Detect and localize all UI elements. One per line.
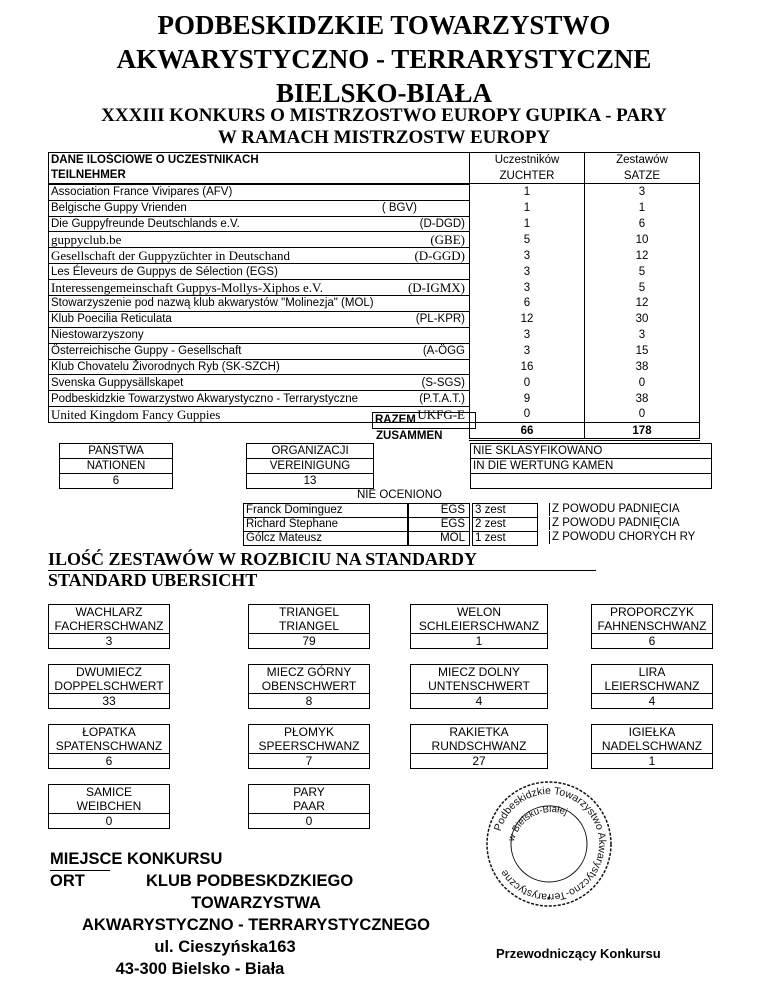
participant-org-name: Die Guppyfreunde Deutschlands e.V. — [51, 218, 240, 230]
standard-name-pl: TRIANGEL — [278, 605, 339, 619]
participant-org-code: UKFG-E — [417, 406, 465, 422]
not-judged-club: EGS — [408, 503, 470, 518]
standard-box — [410, 664, 548, 709]
standard-count: 0 — [305, 814, 313, 828]
not-judged-sets: 3 zest — [472, 503, 538, 518]
subtitle-line-1: XXXIII KONKURS O MISTRZOSTWO EUROPY GUPIKA - PARY — [101, 105, 667, 126]
participant-org-name: Belgische Guppy Vrienden — [51, 202, 187, 215]
participant-count: 3 — [470, 327, 585, 343]
participant-org-code: (D-IGMX) — [407, 279, 465, 295]
not-judged-name: Gólcz Mateusz — [243, 531, 408, 546]
title-line-1: PODBESKIDZKIE TOWARZYSTWO — [157, 10, 611, 40]
participant-count: 3 — [470, 248, 585, 264]
standard-count: 4 — [648, 694, 656, 708]
club-stamp — [483, 778, 615, 910]
not-judged-sets: 2 zest — [472, 517, 538, 532]
not-judged-reason: Z POWODU PADNIĘCIA — [549, 503, 699, 516]
countries-value: 6 — [112, 475, 120, 487]
participant-count: 0 — [470, 407, 585, 423]
not-judged-sets: 1 zest — [472, 531, 538, 546]
title-line-2: AKWARYSTYCZNO - TERRARYSTYCZNE — [116, 44, 652, 74]
sets-count: 12 — [585, 248, 700, 264]
standard-name-pl: LIRA — [638, 665, 666, 679]
club-street: ul. Cieszyńska163 — [154, 938, 296, 956]
standard-name-pl: WACHLARZ — [75, 605, 143, 619]
col-sets-de: SATZE — [585, 168, 700, 184]
not-judged-label: NIE OCENIONO — [357, 489, 442, 501]
standard-count: 27 — [472, 754, 486, 768]
participant-count: 3 — [470, 280, 585, 296]
standard-name-de: OBENSCHWERT — [249, 679, 369, 694]
standard-name-de: UNTENSCHWERT — [411, 679, 547, 694]
col-participants-pl: Uczestników — [470, 153, 585, 168]
not-judged-reason: Z POWODU CHORYCH RY — [549, 531, 699, 544]
standard-count: 6 — [105, 754, 113, 768]
organizations-box — [246, 443, 374, 489]
title-line-3: BIELSKO-BIAŁA — [275, 78, 493, 108]
participant-org-code: (P.T.A.T.) — [419, 392, 465, 405]
standard-box — [248, 724, 370, 769]
participant-count: 1 — [470, 200, 585, 216]
participant-org-name: Svenska Guppysällskapet — [51, 376, 184, 389]
standard-count: 79 — [302, 634, 316, 648]
sets-count: 6 — [585, 216, 700, 232]
standard-box — [48, 724, 170, 769]
standard-name-de: TRIANGEL — [249, 619, 369, 634]
participant-org-code: (PL-KPR) — [415, 313, 465, 326]
sets-count: 5 — [585, 264, 700, 280]
standard-name-de: SCHLEIERSCHWANZ — [411, 619, 547, 634]
participant-row — [49, 248, 700, 264]
standard-box — [248, 664, 370, 709]
standard-name-pl: DWUMIECZ — [76, 665, 142, 679]
standard-box — [591, 604, 713, 649]
participant-org-name: guppyclub.be — [51, 231, 122, 247]
sets-count: 12 — [585, 296, 700, 312]
participant-row — [49, 375, 700, 391]
participant-count: 1 — [470, 216, 585, 232]
participant-row — [49, 311, 700, 327]
svg-text:Podbeskidzkie Towarzystwo Akwa: Podbeskidzkie Towarzystwo Akwarystyczno-Ter arystyczne — [491, 784, 609, 904]
total-label-de: ZUSAMMEN — [376, 430, 443, 442]
sets-count: 5 — [585, 280, 700, 296]
sets-count: 3 — [585, 327, 700, 343]
total-label-pl: RAZEM — [372, 412, 476, 429]
participant-row — [49, 280, 700, 296]
standard-name-de: LEIERSCHWANZ — [592, 679, 712, 694]
participant-row — [49, 200, 700, 216]
participant-org-name: United Kingdom Fancy Guppies — [51, 406, 221, 422]
participant-row — [49, 216, 700, 232]
not-judged-row — [243, 531, 703, 545]
standard-name-de: SPATENSCHWANZ — [49, 739, 169, 754]
svg-text:w Bielsku-Białej: w Bielsku-Białej — [506, 803, 569, 843]
participant-row — [49, 391, 700, 407]
standard-name-de: FACHERSCHWANZ — [49, 619, 169, 634]
standard-name-de: SPEERSCHWANZ — [249, 739, 369, 754]
standard-name-pl: WELON — [456, 605, 501, 619]
not-judged-club: MOL — [408, 531, 470, 546]
standard-name-pl: MIECZ DOLNY — [437, 665, 520, 679]
sets-count: 0 — [585, 407, 700, 423]
participant-row — [49, 296, 700, 312]
standard-box — [410, 604, 548, 649]
place-label-pl: MIEJSCE KONKURSU — [50, 848, 110, 871]
standard-count: 7 — [305, 754, 313, 768]
participant-count: 0 — [470, 375, 585, 391]
standard-name-de: DOPPELSCHWERT — [49, 679, 169, 694]
subtitle-line-2: W RAMACH MISTRZOSTW EUROPY — [217, 127, 551, 148]
club-line-3: AKWARYSTYCZNO - TERRARYSTYCZNEGO — [81, 916, 431, 934]
participant-org-name: Interessengemeinschaft Guppys-Mollys-Xiphos e.V. — [51, 279, 323, 295]
sets-count: 30 — [585, 311, 700, 327]
participant-org-name: Association France Vivipares (AFV) — [51, 186, 233, 199]
sets-count: 38 — [585, 391, 700, 407]
standard-box — [591, 724, 713, 769]
countries-label-pl: PAŃSTWA — [60, 444, 172, 459]
participant-row — [49, 343, 700, 359]
standard-name-de: NADELSCHWANZ — [592, 739, 712, 754]
standard-name-pl: PROPORCZYK — [609, 605, 694, 619]
total-participants: 66 — [470, 423, 585, 440]
standard-box — [410, 724, 548, 769]
participants-header-pl: DANE ILOŚCIOWE O UCZESTNIKACH — [49, 153, 470, 168]
standard-count: 4 — [475, 694, 483, 708]
participant-org-name: Les Éleveurs de Guppys de Sélection (EGS) — [51, 265, 278, 278]
standard-box — [48, 604, 170, 649]
standard-box — [591, 664, 713, 709]
participant-org-code: (D-DGD) — [419, 218, 465, 230]
participant-org-name: Klub Chovatelu Živorodnych Ryb (SK-SZCH) — [51, 361, 280, 374]
club-city: 43-300 Bielsko - Biała — [115, 960, 285, 978]
standard-count: 33 — [102, 694, 116, 708]
unclassified-label-de: IN DIE WERTUNG KAMEN — [471, 459, 711, 474]
standard-name-de: PAAR — [249, 799, 369, 814]
club-line-1: KLUB PODBESKDZKIEGO — [146, 872, 354, 890]
participant-count: 1 — [470, 184, 585, 200]
participant-count: 6 — [470, 296, 585, 312]
participant-org-name: Klub Poecilia Reticulata — [51, 313, 172, 326]
standard-count: 8 — [305, 694, 313, 708]
total-sets: 178 — [585, 423, 700, 440]
standard-name-pl: RAKIETKA — [449, 725, 509, 739]
standard-box — [248, 604, 370, 649]
participant-org-code: ( BGV) — [381, 202, 417, 215]
place-label-de: ORT — [50, 872, 85, 890]
sets-count: 1 — [585, 200, 700, 216]
participant-org-name: Niestowarzyszony — [51, 329, 144, 342]
participant-count: 3 — [470, 264, 585, 280]
organizations-label-pl: ORGANIZACJI — [247, 444, 373, 459]
participant-org-code: (GBE) — [430, 231, 465, 247]
unclassified-label-pl: NIE SKLASYFIKOWANO — [471, 444, 711, 459]
standard-count: 6 — [648, 634, 656, 648]
participant-row — [49, 264, 700, 280]
club-line-2: TOWARZYSTWA — [191, 894, 321, 912]
col-sets-pl: Zestawów — [585, 153, 700, 168]
standard-name-pl: IGIEŁKA — [628, 725, 676, 739]
participant-org-name: Gesellschaft der Guppyzüchter in Deutschand — [51, 247, 290, 263]
standard-box — [248, 784, 370, 829]
standard-name-de: FAHNENSCHWANZ — [592, 619, 712, 634]
stamp-seal-icon — [483, 778, 615, 910]
standard-name-pl: PARY — [293, 785, 325, 799]
unclassified-box — [470, 443, 712, 489]
organizations-label-de: VEREINIGUNG — [247, 459, 373, 474]
sets-count: 38 — [585, 359, 700, 375]
standard-name-pl: SAMICE — [85, 785, 132, 799]
standard-name-pl: PŁOMYK — [283, 725, 334, 739]
standard-count: 3 — [105, 634, 113, 648]
not-judged-name: Franck Dominguez — [243, 503, 408, 518]
countries-box — [59, 443, 173, 489]
not-judged-row — [243, 503, 703, 517]
sets-count: 15 — [585, 343, 700, 359]
standard-box — [48, 784, 170, 829]
participant-count: 12 — [470, 311, 585, 327]
participant-row — [49, 184, 700, 200]
sets-count: 0 — [585, 375, 700, 391]
organizations-value: 13 — [303, 475, 317, 487]
participant-row — [49, 232, 700, 248]
participant-org-code: (A-ÖGG — [422, 345, 465, 358]
standards-title-de: STANDARD UBERSICHT — [48, 570, 258, 590]
countries-label-de: NATIONEN — [60, 459, 172, 474]
participant-count: 5 — [470, 232, 585, 248]
participant-row — [49, 359, 700, 375]
participants-header-de: TEILNEHMER — [49, 168, 470, 184]
participant-org-code: (D-GGD) — [414, 247, 465, 263]
participants-table — [48, 152, 700, 441]
chairman-label: Przewodniczący Konkursu — [496, 946, 661, 961]
not-judged-club: EGS — [408, 517, 470, 532]
participant-count: 16 — [470, 359, 585, 375]
participant-count: 3 — [470, 343, 585, 359]
col-participants-de: ZUCHTER — [470, 168, 585, 184]
sets-count: 3 — [585, 184, 700, 200]
standard-name-pl: MIECZ GÓRNY — [266, 665, 352, 679]
participant-org-name: Österreichische Guppy - Gesellschaft — [51, 345, 242, 358]
not-judged-name: Richard Stephane — [243, 517, 408, 532]
standard-count: 1 — [648, 754, 656, 768]
standards-title-pl: ILOŚĆ ZESTAWÓW W ROZBICIU NA STANDARDY — [48, 549, 596, 571]
standard-count: 1 — [475, 634, 483, 648]
standard-box — [48, 664, 170, 709]
standard-name-de: WEIBCHEN — [49, 799, 169, 814]
not-judged-row — [243, 517, 703, 531]
participant-org-name: Stowarzyszenie pod nazwą klub akwarystów "Molinezja" (MOL) — [51, 297, 374, 310]
not-judged-reason: Z POWODU PADNIĘCIA — [549, 517, 699, 530]
participant-count: 9 — [470, 391, 585, 407]
participant-row — [49, 327, 700, 343]
participant-org-name: Podbeskidzkie Towarzystwo Akwarystyczno - Terrarystyczne — [51, 392, 358, 405]
participant-org-code: (S-SGS) — [421, 376, 465, 389]
standard-count: 0 — [105, 814, 113, 828]
standard-name-de: RUNDSCHWANZ — [411, 739, 547, 754]
standard-name-pl: ŁOPATKA — [82, 725, 136, 739]
sets-count: 10 — [585, 232, 700, 248]
